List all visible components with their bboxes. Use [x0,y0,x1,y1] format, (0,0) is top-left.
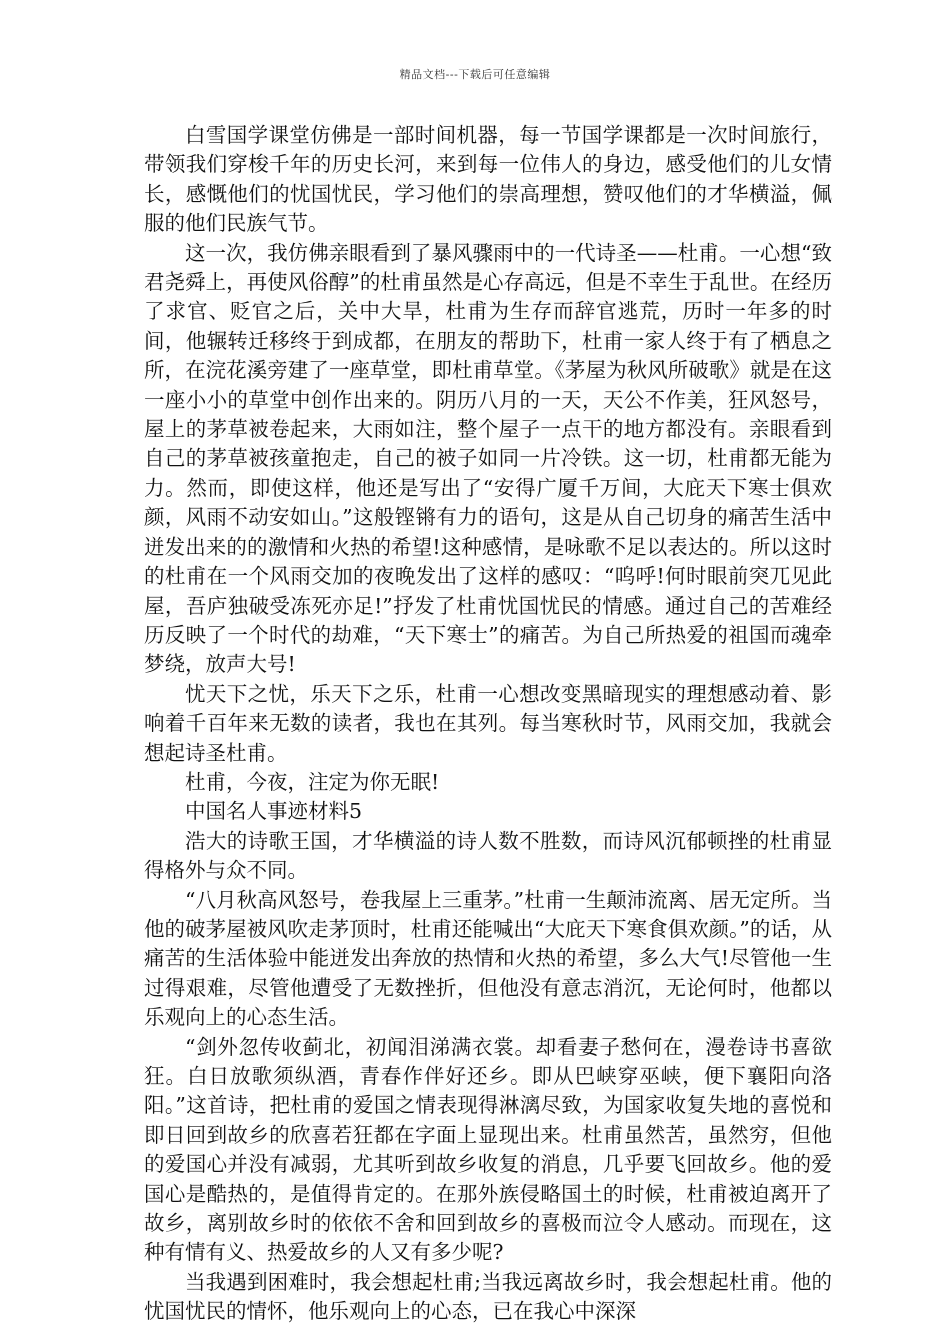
paragraph-8: 当我遇到困难时，我会想起杜甫;当我远离故乡时，我会想起杜甫。他的忧国忧民的情怀，他乐观向上的心态，已在我心中深深 [144,1269,832,1324]
paragraph-6: “八月秋高风怒号，卷我屋上三重茅。”杜甫一生颠沛流离、居无定所。当他的破茅屋被风吹走茅顶时，杜甫还能喊出“大庇天下寒食俱欢颜。”的话，从痛苦的生活体验中能迸发出奔放的热情和火热的希望，多么大气!尽管他一生过得艰难，尽管他遭受了无数挫折，但他没有意志消沉，无论何时，他都以乐观向上的心态生活。 [144,887,832,1030]
section-heading: 中国名人事迹材料5 [185,799,363,824]
paragraph-5: 浩大的诗歌王国，才华横溢的诗人数不胜数，而诗风沉郁顿挫的杜甫显得格外与众不同。 [144,828,832,883]
paragraph-3: 忧天下之忧，乐天下之乐，杜甫一心想改变黑暗现实的理想感动着、影响着千百年来无数的读者，我也在其列。每当寒秋时节，风雨交加，我就会想起诗圣杜甫。 [144,681,832,765]
paragraph-1: 白雪国学课堂仿佛是一部时间机器，每一节国学课都是一次时间旅行，带领我们穿梭千年的历史长河，来到每一位伟人的身边，感受他们的儿女情长，感慨他们的忧国忧民，学习他们的崇高理想，赞叹他们的才华横溢，佩服的他们民族气节。 [144,123,832,236]
paragraph-7: “剑外忽传收蓟北，初闻泪涕满衣裳。却看妻子愁何在，漫卷诗书喜欲狂。白日放歌须纵酒，青春作伴好还乡。即从巴峡穿巫峡，便下襄阳向洛阳。”这首诗，把杜甫的爱国之情表现得淋漓尽致，为国家收复失地的喜悦和即日回到故乡的欣喜若狂都在字面上显现出来。杜甫虽然苦，虽然穷，但他的爱国心并没有减弱，尤其听到故乡收复的消息，几乎要飞回故乡。他的爱国心是酷热的，是值得肯定的。在那外族侵略国土的时候，杜甫被迫离开了故乡，离别故乡时的依依不舍和回到故乡的喜极而泣令人感动。而现在，这种有情有义、热爱故乡的人又有多少呢? [144,1034,832,1265]
paragraph-4: 杜甫，今夜，注定为你无眠! [185,769,440,794]
document-body [144,121,832,1327]
page-header: 精品文档---下载后可任意编辑 [399,68,551,81]
paragraph-2: 这一次，我仿佛亲眼看到了暴风骤雨中的一代诗圣——杜甫。一心想“致君尧舜上，再使风俗醇”的杜甫虽然是心存高远，但是不幸生于乱世。在经历了求官、贬官之后，关中大旱，杜甫为生存而辞官逃荒，历时一年多的时间，他辗转迁移终于到成都，在朋友的帮助下，杜甫一家人终于有了栖息之所，在浣花溪旁建了一座草堂，即杜甫草堂。《茅屋为秋风所破歌》就是在这一座小小的草堂中创作出来的。阴历八月的一天，天公不作美，狂风怒号，屋上的茅草被卷起来，大雨如注，整个屋子一点干的地方都没有。亲眼看到自己的茅草被孩童抱走，自己的被子如同一片冷铁。这一切，杜甫都无能为力。然而，即使这样，他还是写出了“安得广厦千万间，大庇天下寒士俱欢颜，风雨不动安如山。”这般铿锵有力的语句，这是从自己切身的痛苦生活中迸发出来的的激情和火热的希望!这种感情，是咏歌不足以表达的。所以这时的杜甫在一个风雨交加的夜晚发出了这样的感叹：“呜呼!何时眼前突兀见此屋，吾庐独破受冻死亦足!”抒发了杜甫忧国忧民的情感。通过自己的苦难经历反映了一个时代的劫难，“天下寒士”的痛苦。为自己所热爱的祖国而魂牵梦绕，放声大号! [144,240,832,677]
